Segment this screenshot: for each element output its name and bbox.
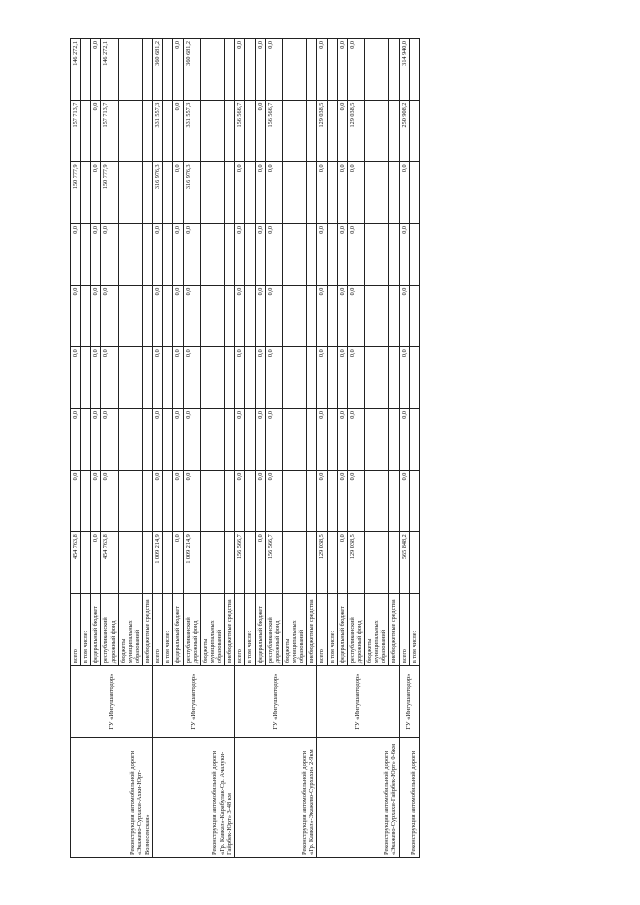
amount-cell: 157 713,7 xyxy=(101,100,118,162)
amount-cell: 331 557,3 xyxy=(153,100,163,162)
funding-source-label: внебюджетные средства xyxy=(307,593,317,665)
amount-cell: 129 038,5 xyxy=(317,532,327,594)
amount-cell xyxy=(245,408,255,470)
amount-cell: 0,0 xyxy=(337,224,347,286)
amount-cell: 0,0 xyxy=(265,39,282,101)
funding-source-label: всего xyxy=(235,593,245,665)
amount-cell: 0,0 xyxy=(235,408,245,470)
amount-cell: 0,0 xyxy=(101,470,118,532)
funding-source-label: внебюджетные средства xyxy=(143,593,153,665)
amount-cell xyxy=(245,39,255,101)
amount-cell: 0,0 xyxy=(265,224,282,286)
table-body xyxy=(71,39,420,858)
amount-cell xyxy=(282,532,306,594)
amount-cell xyxy=(118,408,142,470)
amount-cell xyxy=(143,224,153,286)
customer-name: ГУ «Ингушавтодор» xyxy=(235,666,317,738)
amount-cell xyxy=(118,100,142,162)
amount-cell xyxy=(143,100,153,162)
amount-cell: 150 777,9 xyxy=(71,162,81,224)
amount-cell: 0,0 xyxy=(71,285,81,347)
amount-cell: 0,0 xyxy=(173,39,183,101)
funding-source-label: в том числе: xyxy=(81,593,91,665)
amount-cell: 0,0 xyxy=(173,470,183,532)
amount-cell: 0,0 xyxy=(337,532,347,594)
amount-cell xyxy=(365,100,389,162)
funding-source-label: в том числе: xyxy=(409,593,419,665)
amount-cell xyxy=(245,285,255,347)
project-name: Реконструкция автомобильной дороги «Экажево-Сурхахи-Ахки-Юрт-Вознесенская» xyxy=(71,738,153,858)
rotated-table-page xyxy=(70,38,578,858)
amount-cell xyxy=(389,470,399,532)
amount-cell: 0,0 xyxy=(255,162,265,224)
amount-cell: 0,0 xyxy=(347,224,364,286)
amount-cell xyxy=(307,162,317,224)
amount-cell: 316 976,3 xyxy=(183,162,200,224)
amount-cell: 0,0 xyxy=(337,285,347,347)
amount-cell xyxy=(143,285,153,347)
amount-cell xyxy=(163,532,173,594)
amount-cell: 360 681,2 xyxy=(153,39,163,101)
amount-cell xyxy=(365,162,389,224)
amount-cell xyxy=(225,224,235,286)
amount-cell xyxy=(307,39,317,101)
project-name: Реконструкция автомобильной дороги «Гр. Кавказ»-Карабулак-Ср. Ачалуки-Гайрбек-Юрт» 3-48 км xyxy=(153,738,235,858)
amount-cell xyxy=(81,408,91,470)
amount-cell: 0,0 xyxy=(265,408,282,470)
amount-cell xyxy=(307,285,317,347)
amount-cell xyxy=(409,532,419,594)
amount-cell xyxy=(327,162,337,224)
amount-cell xyxy=(307,408,317,470)
amount-cell: 150 777,9 xyxy=(101,162,118,224)
amount-cell: 0,0 xyxy=(183,285,200,347)
project-name: Реконструкция автомобильной дороги «Экажево-Сурхахи-Гайрбек-Юрт» 0-6км xyxy=(317,738,399,858)
amount-cell xyxy=(282,408,306,470)
amount-cell xyxy=(327,285,337,347)
amount-cell: 0,0 xyxy=(399,408,409,470)
amount-cell xyxy=(327,532,337,594)
amount-cell: 0,0 xyxy=(173,285,183,347)
amount-cell: 0,0 xyxy=(399,347,409,409)
amount-cell xyxy=(409,39,419,101)
amount-cell xyxy=(200,285,224,347)
amount-cell xyxy=(118,347,142,409)
amount-cell: 0,0 xyxy=(317,347,327,409)
amount-cell xyxy=(282,470,306,532)
amount-cell xyxy=(118,162,142,224)
amount-cell xyxy=(163,470,173,532)
budget-table xyxy=(70,38,420,858)
funding-source-label: в том числе: xyxy=(327,593,337,665)
amount-cell: 0,0 xyxy=(255,532,265,594)
amount-cell: 0,0 xyxy=(399,285,409,347)
table-row xyxy=(317,39,327,858)
amount-cell xyxy=(409,347,419,409)
amount-cell: 0,0 xyxy=(337,470,347,532)
funding-source-label: в том числе: xyxy=(163,593,173,665)
amount-cell xyxy=(200,347,224,409)
funding-source-label: всего xyxy=(399,593,409,665)
amount-cell xyxy=(389,285,399,347)
amount-cell: 0,0 xyxy=(317,224,327,286)
amount-cell xyxy=(409,162,419,224)
amount-cell xyxy=(365,39,389,101)
amount-cell xyxy=(307,224,317,286)
funding-source-label: внебюджетные средства xyxy=(225,593,235,665)
amount-cell: 0,0 xyxy=(255,347,265,409)
amount-cell xyxy=(307,347,317,409)
project-name: Реконструкция автомобильной дороги «Гр. Кавказ»-Экажево-Сурхахи» 2-9км xyxy=(235,738,317,858)
amount-cell: 0,0 xyxy=(347,408,364,470)
amount-cell: 0,0 xyxy=(399,470,409,532)
amount-cell: 0,0 xyxy=(337,100,347,162)
amount-cell xyxy=(327,408,337,470)
amount-cell: 0,0 xyxy=(255,39,265,101)
amount-cell: 314 940,0 xyxy=(399,39,409,101)
amount-cell xyxy=(327,347,337,409)
amount-cell xyxy=(225,347,235,409)
amount-cell xyxy=(307,100,317,162)
amount-cell xyxy=(118,285,142,347)
funding-source-label: федеральный бюджет xyxy=(91,593,101,665)
funding-source-label: республиканский дорожный фонд xyxy=(183,593,200,665)
amount-cell: 316 976,3 xyxy=(153,162,163,224)
amount-cell: 0,0 xyxy=(347,470,364,532)
amount-cell: 454 763,8 xyxy=(101,532,118,594)
amount-cell: 0,0 xyxy=(235,285,245,347)
amount-cell: 129 038,5 xyxy=(347,100,364,162)
amount-cell xyxy=(225,408,235,470)
amount-cell xyxy=(200,224,224,286)
amount-cell xyxy=(200,39,224,101)
amount-cell: 0,0 xyxy=(399,224,409,286)
amount-cell: 0,0 xyxy=(265,162,282,224)
amount-cell xyxy=(143,347,153,409)
amount-cell: 0,0 xyxy=(153,470,163,532)
amount-cell: 0,0 xyxy=(71,347,81,409)
amount-cell: 0,0 xyxy=(101,347,118,409)
customer-name: ГУ «Ингушавтодор» xyxy=(71,666,153,738)
amount-cell: 0,0 xyxy=(91,408,101,470)
amount-cell xyxy=(118,470,142,532)
amount-cell xyxy=(200,470,224,532)
amount-cell: 331 557,3 xyxy=(183,100,200,162)
amount-cell xyxy=(81,100,91,162)
amount-cell: 0,0 xyxy=(91,532,101,594)
funding-source-label: всего xyxy=(317,593,327,665)
customer-name: ГУ «Ингушавтодор» xyxy=(153,666,235,738)
amount-cell: 0,0 xyxy=(91,39,101,101)
amount-cell xyxy=(245,100,255,162)
amount-cell: 0,0 xyxy=(183,224,200,286)
amount-cell: 0,0 xyxy=(173,162,183,224)
amount-cell: 360 681,2 xyxy=(183,39,200,101)
amount-cell xyxy=(409,470,419,532)
funding-source-label: федеральный бюджет xyxy=(173,593,183,665)
amount-cell: 0,0 xyxy=(255,224,265,286)
amount-cell xyxy=(389,532,399,594)
table-row xyxy=(399,39,409,858)
amount-cell xyxy=(365,408,389,470)
funding-source-label: внебюджетные средства xyxy=(389,593,399,665)
amount-cell: 0,0 xyxy=(173,347,183,409)
amount-cell: 0,0 xyxy=(265,470,282,532)
amount-cell xyxy=(282,224,306,286)
amount-cell xyxy=(81,470,91,532)
amount-cell: 0,0 xyxy=(337,162,347,224)
amount-cell xyxy=(200,162,224,224)
amount-cell: 0,0 xyxy=(255,285,265,347)
amount-cell xyxy=(389,100,399,162)
amount-cell: 0,0 xyxy=(337,347,347,409)
funding-source-label: бюджеты муниципальных образований xyxy=(282,593,306,665)
amount-cell xyxy=(81,224,91,286)
amount-cell: 0,0 xyxy=(101,408,118,470)
amount-cell xyxy=(389,162,399,224)
amount-cell: 0,0 xyxy=(153,285,163,347)
amount-cell xyxy=(225,100,235,162)
amount-cell: 156 566,7 xyxy=(265,532,282,594)
funding-source-label: бюджеты муниципальных образований xyxy=(200,593,224,665)
amount-cell: 1 009 214,9 xyxy=(183,532,200,594)
amount-cell: 0,0 xyxy=(255,470,265,532)
amount-cell: 0,0 xyxy=(173,100,183,162)
amount-cell xyxy=(118,39,142,101)
amount-cell: 0,0 xyxy=(173,532,183,594)
amount-cell: 0,0 xyxy=(255,100,265,162)
amount-cell: 0,0 xyxy=(91,162,101,224)
amount-cell xyxy=(307,470,317,532)
amount-cell: 156 566,7 xyxy=(265,100,282,162)
amount-cell xyxy=(365,347,389,409)
amount-cell xyxy=(225,162,235,224)
amount-cell: 0,0 xyxy=(235,224,245,286)
amount-cell xyxy=(225,470,235,532)
amount-cell xyxy=(282,100,306,162)
amount-cell: 1 009 214,9 xyxy=(153,532,163,594)
amount-cell: 0,0 xyxy=(91,347,101,409)
amount-cell xyxy=(409,408,419,470)
amount-cell xyxy=(118,532,142,594)
amount-cell: 156 566,7 xyxy=(235,532,245,594)
amount-cell xyxy=(200,100,224,162)
amount-cell xyxy=(81,39,91,101)
amount-cell: 0,0 xyxy=(317,39,327,101)
amount-cell: 0,0 xyxy=(337,408,347,470)
amount-cell: 156 566,7 xyxy=(235,100,245,162)
amount-cell xyxy=(81,532,91,594)
amount-cell xyxy=(225,39,235,101)
amount-cell xyxy=(163,285,173,347)
funding-source-label: федеральный бюджет xyxy=(337,593,347,665)
amount-cell xyxy=(389,224,399,286)
amount-cell xyxy=(327,470,337,532)
amount-cell: 0,0 xyxy=(317,470,327,532)
amount-cell: 0,0 xyxy=(337,39,347,101)
amount-cell xyxy=(365,285,389,347)
amount-cell xyxy=(282,162,306,224)
amount-cell xyxy=(307,532,317,594)
amount-cell: 0,0 xyxy=(317,285,327,347)
amount-cell: 146 272,1 xyxy=(101,39,118,101)
amount-cell xyxy=(245,162,255,224)
amount-cell: 0,0 xyxy=(91,470,101,532)
amount-cell: 0,0 xyxy=(347,285,364,347)
amount-cell: 0,0 xyxy=(235,470,245,532)
amount-cell xyxy=(409,285,419,347)
amount-cell: 0,0 xyxy=(101,285,118,347)
amount-cell: 0,0 xyxy=(71,224,81,286)
amount-cell xyxy=(163,100,173,162)
amount-cell: 0,0 xyxy=(265,285,282,347)
table-row xyxy=(153,39,163,858)
amount-cell: 0,0 xyxy=(235,347,245,409)
table-row xyxy=(235,39,245,858)
amount-cell xyxy=(118,224,142,286)
amount-cell: 0,0 xyxy=(183,347,200,409)
amount-cell xyxy=(245,532,255,594)
amount-cell: 0,0 xyxy=(71,470,81,532)
amount-cell: 0,0 xyxy=(183,470,200,532)
table-row xyxy=(71,39,81,858)
amount-cell xyxy=(81,347,91,409)
funding-source-label: всего xyxy=(71,593,81,665)
amount-cell: 565 848,2 xyxy=(399,532,409,594)
funding-source-label: в том числе: xyxy=(245,593,255,665)
amount-cell xyxy=(409,100,419,162)
amount-cell: 0,0 xyxy=(235,162,245,224)
amount-cell xyxy=(365,532,389,594)
amount-cell xyxy=(245,347,255,409)
amount-cell xyxy=(327,100,337,162)
amount-cell xyxy=(225,285,235,347)
amount-cell: 0,0 xyxy=(101,224,118,286)
amount-cell xyxy=(365,470,389,532)
amount-cell: 0,0 xyxy=(255,408,265,470)
amount-cell: 0,0 xyxy=(91,285,101,347)
amount-cell xyxy=(143,39,153,101)
amount-cell: 0,0 xyxy=(91,100,101,162)
funding-source-label: бюджеты муниципальных образований xyxy=(365,593,389,665)
amount-cell: 0,0 xyxy=(91,224,101,286)
amount-cell xyxy=(143,162,153,224)
project-name: Реконструкция автомобильной дороги xyxy=(399,738,419,858)
customer-name: ГУ «Ингушавтодор» xyxy=(317,666,399,738)
amount-cell: 0,0 xyxy=(173,408,183,470)
amount-cell: 250 908,2 xyxy=(399,100,409,162)
amount-cell xyxy=(81,162,91,224)
amount-cell xyxy=(200,532,224,594)
amount-cell: 0,0 xyxy=(265,347,282,409)
amount-cell xyxy=(282,347,306,409)
amount-cell xyxy=(389,408,399,470)
amount-cell: 0,0 xyxy=(71,408,81,470)
amount-cell xyxy=(389,347,399,409)
amount-cell xyxy=(163,162,173,224)
amount-cell xyxy=(365,224,389,286)
amount-cell xyxy=(409,224,419,286)
amount-cell xyxy=(143,470,153,532)
amount-cell xyxy=(282,285,306,347)
amount-cell: 129 038,5 xyxy=(347,532,364,594)
amount-cell xyxy=(245,224,255,286)
funding-source-label: республиканский дорожный фонд xyxy=(347,593,364,665)
amount-cell xyxy=(225,532,235,594)
funding-source-label: федеральный бюджет xyxy=(255,593,265,665)
amount-cell xyxy=(282,39,306,101)
amount-cell xyxy=(143,532,153,594)
amount-cell: 0,0 xyxy=(347,39,364,101)
amount-cell xyxy=(163,347,173,409)
amount-cell: 0,0 xyxy=(235,39,245,101)
amount-cell xyxy=(163,39,173,101)
customer-name: ГУ «Ингушавтодор» xyxy=(399,666,419,738)
funding-source-label: республиканский дорожный фонд xyxy=(101,593,118,665)
amount-cell: 129 038,5 xyxy=(317,100,327,162)
amount-cell xyxy=(327,39,337,101)
amount-cell xyxy=(163,224,173,286)
amount-cell: 146 272,1 xyxy=(71,39,81,101)
amount-cell xyxy=(143,408,153,470)
amount-cell: 157 713,7 xyxy=(71,100,81,162)
amount-cell: 0,0 xyxy=(153,408,163,470)
amount-cell: 0,0 xyxy=(173,224,183,286)
amount-cell: 454 763,8 xyxy=(71,532,81,594)
amount-cell xyxy=(389,39,399,101)
amount-cell xyxy=(200,408,224,470)
amount-cell xyxy=(163,408,173,470)
amount-cell: 0,0 xyxy=(347,162,364,224)
amount-cell xyxy=(327,224,337,286)
amount-cell: 0,0 xyxy=(399,162,409,224)
amount-cell: 0,0 xyxy=(317,408,327,470)
amount-cell: 0,0 xyxy=(183,408,200,470)
amount-cell xyxy=(81,285,91,347)
amount-cell: 0,0 xyxy=(153,224,163,286)
funding-source-label: всего xyxy=(153,593,163,665)
amount-cell: 0,0 xyxy=(347,347,364,409)
funding-source-label: бюджеты муниципальных образований xyxy=(118,593,142,665)
funding-source-label: республиканский дорожный фонд xyxy=(265,593,282,665)
amount-cell: 0,0 xyxy=(153,347,163,409)
amount-cell xyxy=(245,470,255,532)
amount-cell: 0,0 xyxy=(317,162,327,224)
